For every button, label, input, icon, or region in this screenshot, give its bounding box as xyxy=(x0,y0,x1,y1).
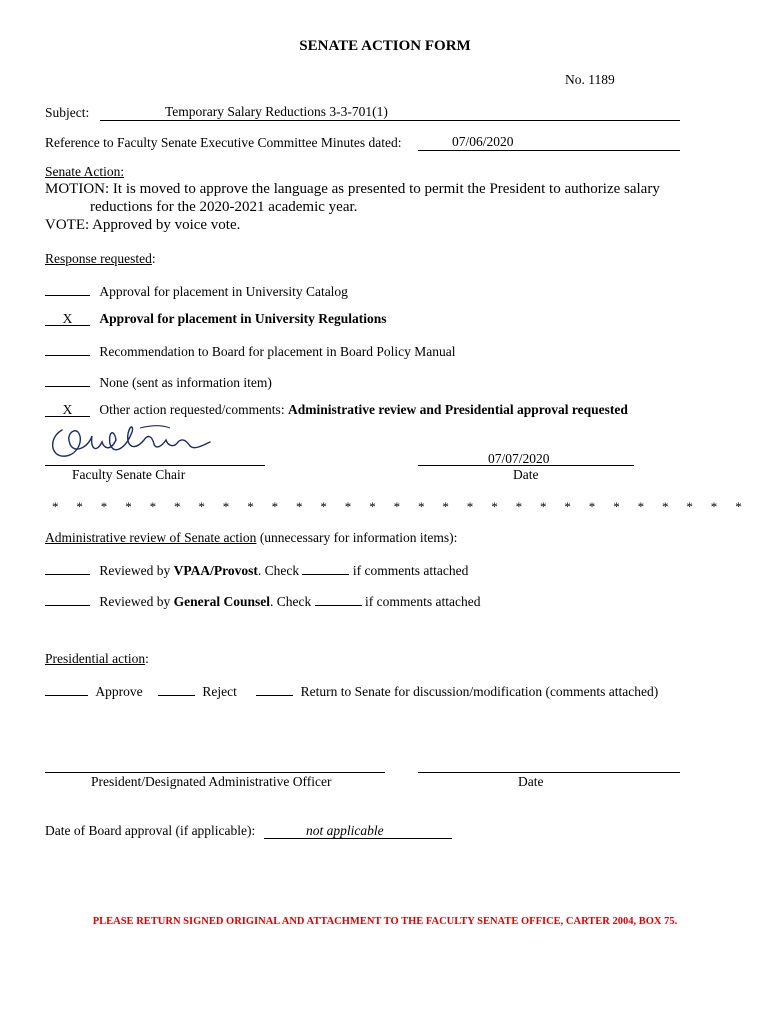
form-title: SENATE ACTION FORM xyxy=(299,38,471,54)
separator-star: * xyxy=(564,499,571,514)
separator-star: * xyxy=(247,499,254,514)
separator-star: * xyxy=(174,499,181,514)
motion-line-1: MOTION: It is moved to approve the language as presented to permit the President to authorize salary xyxy=(45,181,660,197)
separator-star: * xyxy=(418,499,425,514)
date-label: Date xyxy=(513,467,539,482)
checkbox-blank[interactable]: X xyxy=(45,311,90,326)
comments-checkbox[interactable] xyxy=(315,591,362,606)
checkbox-blank[interactable] xyxy=(45,281,90,296)
chair-date: 07/07/2020 xyxy=(488,451,550,466)
separator-star: * xyxy=(637,499,645,514)
checkbox-blank[interactable] xyxy=(45,372,90,387)
response-heading: Response requested: xyxy=(45,251,156,266)
reject-label: Reject xyxy=(202,684,237,699)
senate-action-label: Senate Action: xyxy=(45,164,125,179)
president-signature-line xyxy=(45,772,385,773)
separator-star: * xyxy=(686,499,693,514)
chair-signature xyxy=(44,418,224,466)
president-date-line xyxy=(418,772,680,773)
reference-line xyxy=(418,150,680,151)
approve-blank[interactable] xyxy=(45,681,88,696)
separator-star: * xyxy=(540,499,547,514)
response-item-other: X Other action requested/comments: Administrative review and Presidential approval requested xyxy=(45,402,628,418)
separator-star: * xyxy=(588,499,596,514)
chair-signature-line xyxy=(45,465,265,466)
return-blank[interactable] xyxy=(256,681,293,696)
admin-review-heading: Administrative review of Senate action (unnecessary for information items): xyxy=(45,530,458,545)
subject-label: Subject: xyxy=(45,105,90,120)
checkbox-blank[interactable] xyxy=(45,560,90,575)
admin-review-gc: Reviewed by General Counsel. Check if comments attached xyxy=(45,591,480,610)
separator-star: * xyxy=(491,499,498,514)
separator-star: * xyxy=(442,499,449,514)
separator-star: * xyxy=(515,499,523,514)
subject-value: Temporary Salary Reductions 3-3-701(1) xyxy=(165,104,388,119)
admin-review-vpaa: Reviewed by VPAA/Provost. Check if comments attached xyxy=(45,560,468,579)
separator-star: * xyxy=(393,499,401,514)
separator-star: * xyxy=(710,499,718,514)
response-item-regulations: X Approval for placement in University Regulations xyxy=(45,311,387,327)
checkbox-blank[interactable] xyxy=(45,341,90,356)
checkbox-blank[interactable] xyxy=(45,591,90,606)
separator-star: * xyxy=(466,499,474,514)
subject-line xyxy=(100,120,680,121)
presidential-options xyxy=(45,681,658,700)
separator-star: * xyxy=(735,499,742,514)
response-item-none: None (sent as information item) xyxy=(45,372,272,391)
separator-star: * xyxy=(613,499,620,514)
reference-date: 07/06/2020 xyxy=(452,134,514,149)
checkbox-blank[interactable]: X xyxy=(45,402,90,417)
chair-label: Faculty Senate Chair xyxy=(72,467,186,482)
comments-checkbox[interactable] xyxy=(302,560,349,575)
vote-text: VOTE: Approved by voice vote. xyxy=(45,217,241,233)
response-item-catalog: Approval for placement in University Catalog xyxy=(45,281,348,300)
president-label: President/Designated Administrative Officer xyxy=(91,774,332,789)
form-number: No. 1189 xyxy=(565,72,615,87)
separator-star: * xyxy=(662,499,669,514)
separator-star: * xyxy=(369,499,376,514)
board-approval-value: not applicable xyxy=(306,823,384,838)
separator-star: * xyxy=(222,499,230,514)
separator-star: * xyxy=(76,499,83,514)
reject-blank[interactable] xyxy=(158,681,195,696)
president-date-label: Date xyxy=(518,774,544,789)
separator-star: * xyxy=(100,499,108,514)
separator-star: * xyxy=(149,499,157,514)
separator-star: * xyxy=(296,499,303,514)
presidential-heading: Presidential action: xyxy=(45,651,149,666)
separator-star: * xyxy=(198,499,205,514)
separator-star: * xyxy=(271,499,279,514)
reference-label: Reference to Faculty Senate Executive Committee Minutes dated: xyxy=(45,135,402,150)
separator-star: * xyxy=(125,499,132,514)
separator-star: * xyxy=(344,499,352,514)
motion-line-2: reductions for the 2020-2021 academic year. xyxy=(90,199,358,215)
separator-star: * xyxy=(52,499,59,514)
board-approval-label: Date of Board approval (if applicable): xyxy=(45,823,256,838)
response-item-board-policy: Recommendation to Board for placement in Board Policy Manual xyxy=(45,341,456,360)
approve-label: Approve xyxy=(95,684,143,699)
return-label: Return to Senate for discussion/modification (comments attached) xyxy=(300,684,659,699)
return-instructions: PLEASE RETURN SIGNED ORIGINAL AND ATTACHMENT TO THE FACULTY SENATE OFFICE, CARTER 2004, BOX 75. xyxy=(92,916,678,927)
separator-star: * xyxy=(320,499,327,514)
